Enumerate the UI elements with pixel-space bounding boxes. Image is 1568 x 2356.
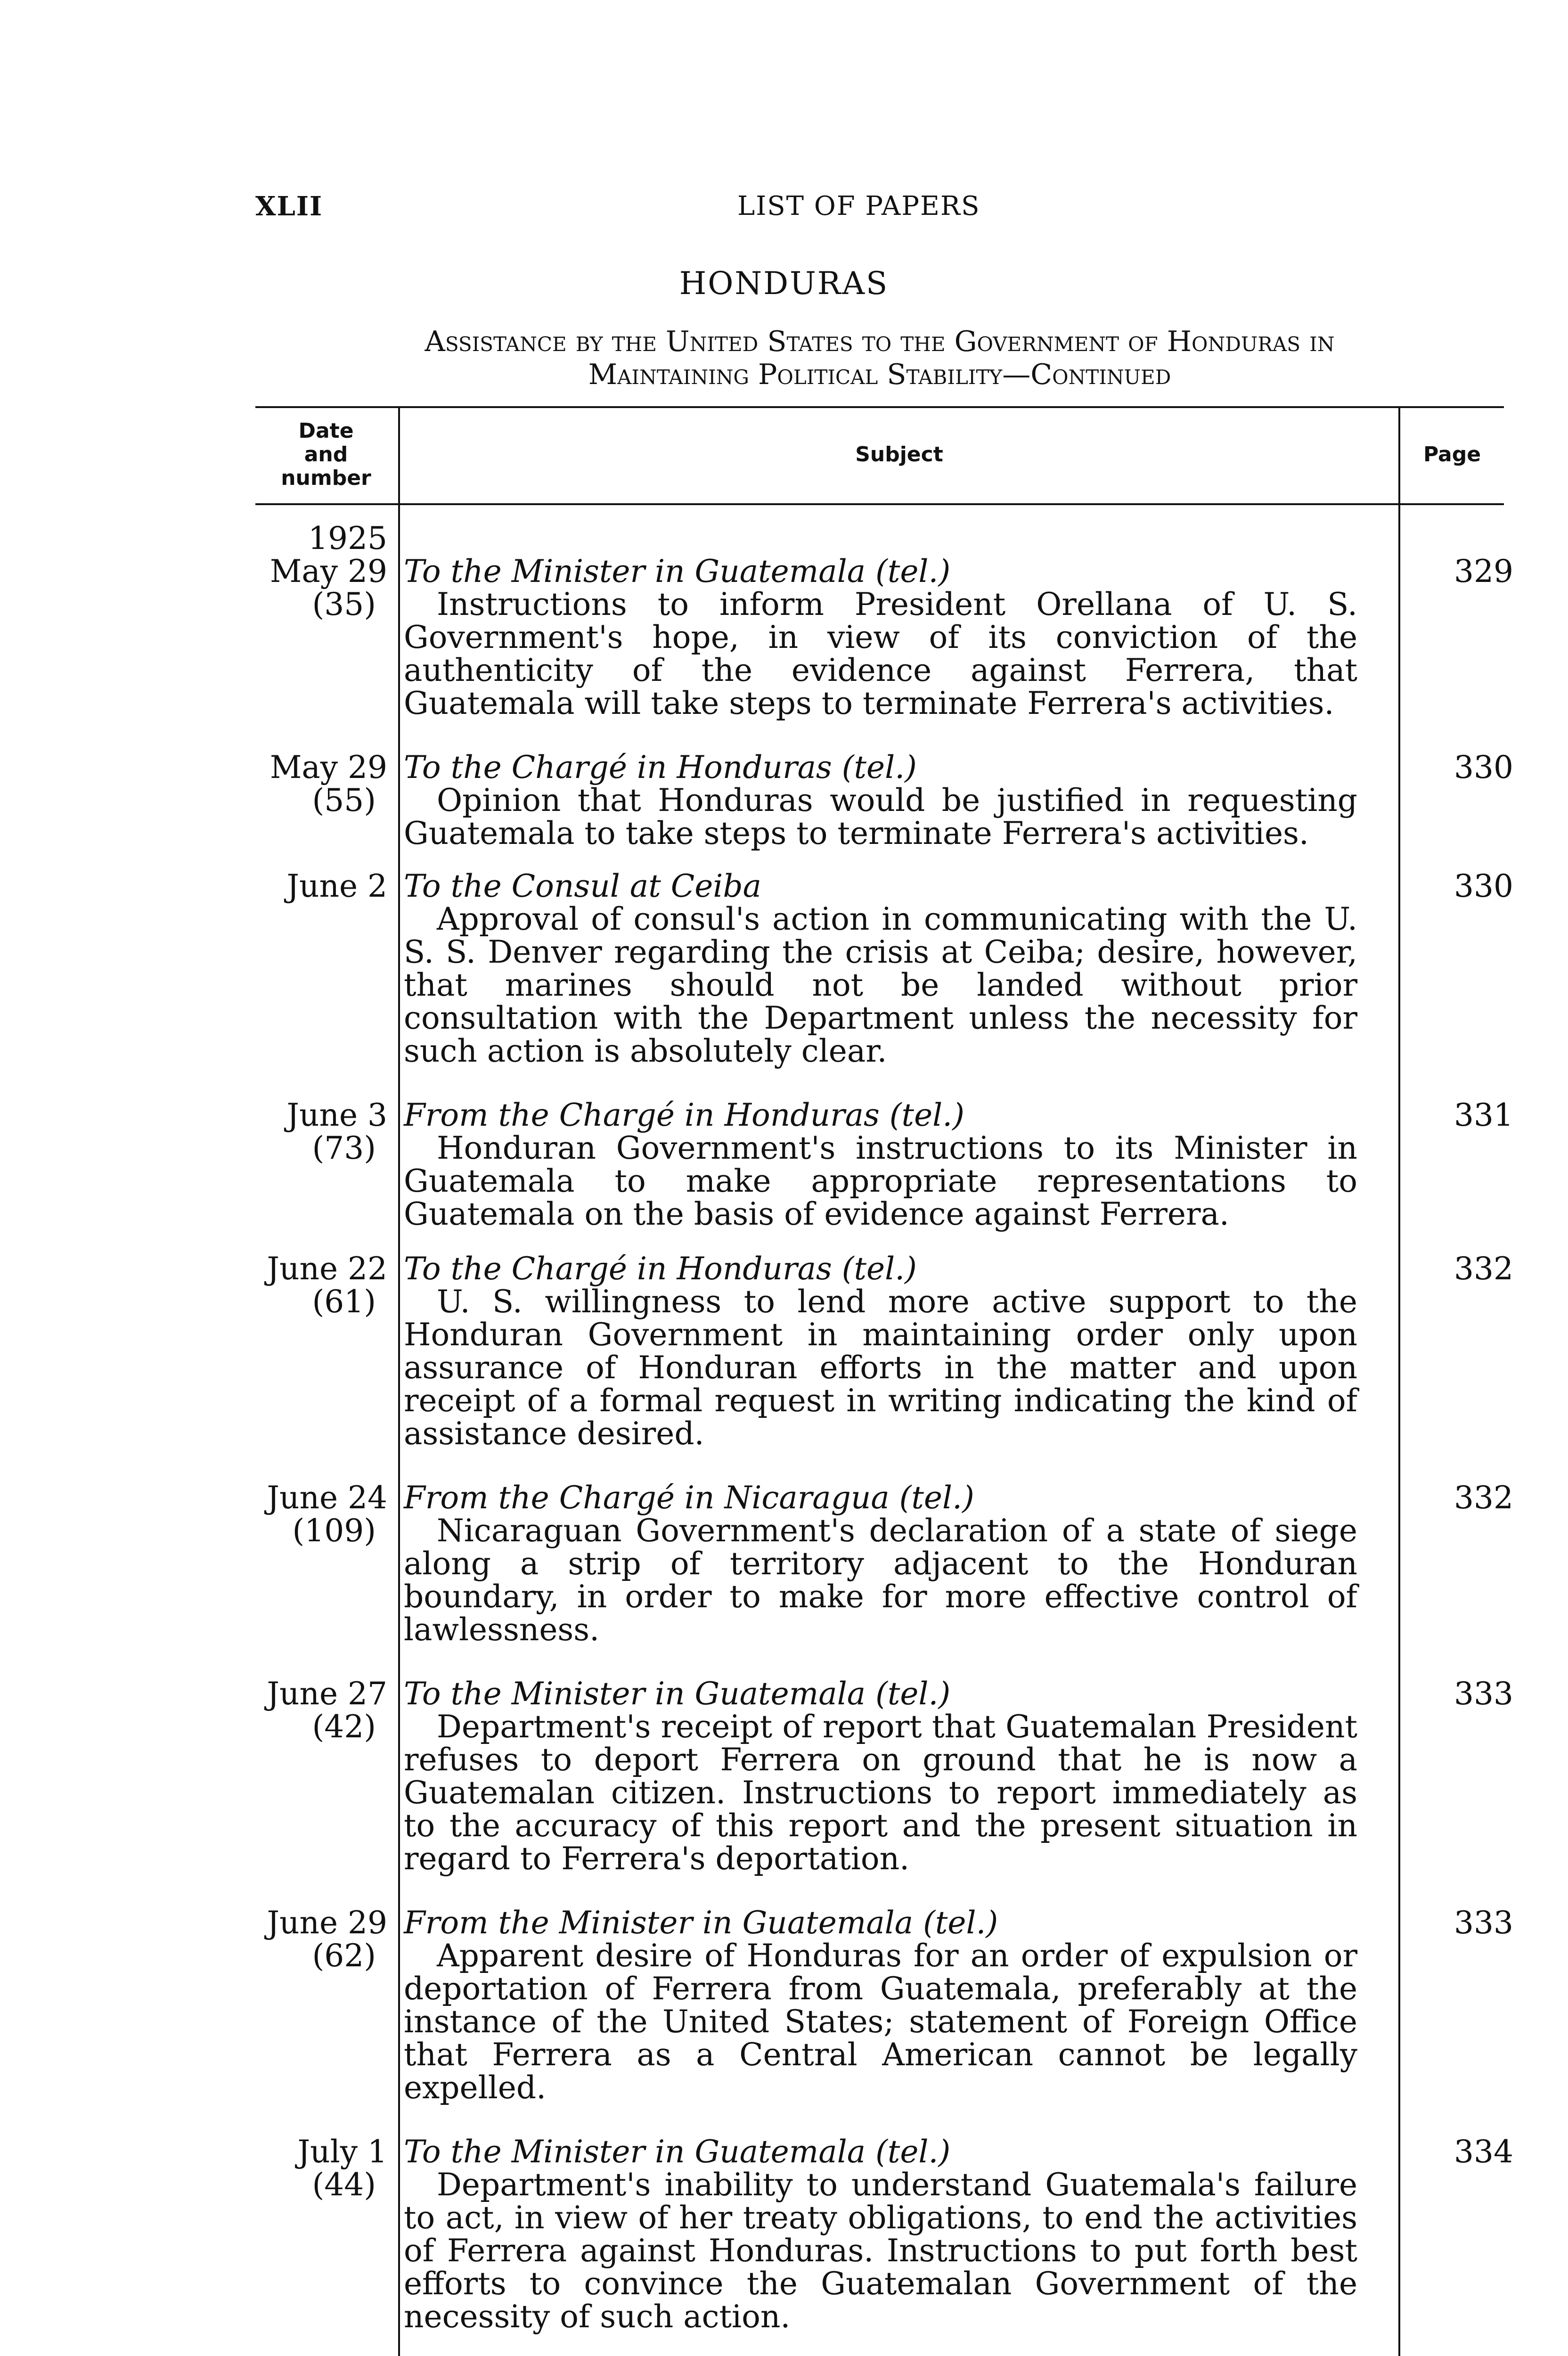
column-header-date-label: Date and number	[281, 419, 371, 490]
entry-number: (42)	[312, 1709, 376, 1745]
entry-summary: U. S. willingness to lend more active support to the Honduran Government in maintaining order only upon assurance of Honduran efforts in the matter and upon receipt of a formal request in writing indicating the kind of assistance desired.	[404, 1284, 1357, 1452]
section-title-line-1: Assistance by the United States to the Government of Honduras in	[425, 325, 1335, 358]
entry-subject	[404, 2135, 1357, 2333]
list-item	[255, 1676, 1513, 1877]
entry-heading: From the Minister in Guatemala (tel.)	[404, 1905, 998, 1941]
country-heading: HONDURAS	[679, 265, 889, 302]
entry-heading: To the Minister in Guatemala (tel.)	[404, 1676, 951, 1712]
entry-subject	[404, 555, 1357, 720]
entry-page: 331	[1454, 1097, 1513, 1133]
entry-date: June 27	[267, 1676, 387, 1712]
entry-subject	[404, 870, 1357, 1068]
entry-summary: Honduran Government's instructions to its Minister in Guatemala to make appropriate representations to Guatemala on the basis of evidence against Ferrera.	[404, 1130, 1357, 1232]
entry-summary: Department's receipt of report that Guatemalan President refuses to deport Ferrera on ground that he is now a Guatemalan citizen. Instructions to report immediately as to the accuracy of this report and the present situation in regard to Ferrera's deportation.	[404, 1709, 1357, 1877]
entry-date-cell	[255, 1677, 387, 1743]
running-head: LIST OF PAPERS	[737, 191, 980, 221]
section-title	[255, 325, 1504, 391]
entry-date-cell	[255, 751, 387, 817]
entry-date-cell	[255, 1481, 387, 1547]
entry-number: (62)	[312, 1938, 376, 1974]
entry-page: 333	[1454, 1676, 1513, 1712]
table-header-rule	[255, 503, 1504, 505]
list-item	[255, 868, 1513, 1069]
section-title-line-2: Maintaining Political Stability—Continued	[588, 358, 1171, 391]
entry-date: June 2	[286, 868, 387, 904]
entry-number: (44)	[312, 2167, 376, 2203]
column-header-subject: Subject	[855, 442, 943, 466]
entry-heading: From the Chargé in Honduras (tel.)	[404, 1097, 964, 1133]
entry-heading: To the Consul at Ceiba	[404, 868, 761, 904]
entry-page: 330	[1454, 868, 1513, 904]
entry-date: July 1	[297, 2134, 387, 2170]
entry-summary: Nicaraguan Government's declaration of a state of siege along a strip of territory adjacent to the Honduran boundary, in order to make for more effective control of lawlessness.	[404, 1513, 1357, 1648]
entry-summary: Instructions to inform President Orellana of U. S. Government's hope, in view of its conviction of the authenticity of the evidence against Ferrera, that Guatemala will take steps to terminate Ferrera's activities.	[404, 586, 1357, 721]
entry-page: 329	[1454, 553, 1513, 589]
entry-date-cell	[255, 1906, 387, 1972]
entry-page: 330	[1454, 749, 1513, 785]
page-number: XLII	[255, 191, 323, 222]
entry-date-cell	[255, 2135, 387, 2201]
entry-subject	[404, 751, 1357, 850]
entry-heading: To the Minister in Guatemala (tel.)	[404, 553, 951, 589]
entry-page: 332	[1454, 1480, 1513, 1516]
entry-number: (61)	[312, 1284, 376, 1320]
entry-date: June 22	[267, 1251, 387, 1287]
entry-date-cell	[255, 1252, 387, 1318]
entry-date-cell	[255, 1099, 387, 1165]
column-header-page: Page	[1423, 442, 1481, 466]
entry-heading: To the Chargé in Honduras (tel.)	[404, 749, 917, 785]
entry-number: (35)	[312, 586, 376, 622]
entry-summary: Department's inability to understand Guatemala's failure to act, in view of her treaty obligations, to end the activities of Ferrera against Honduras. Instructions to put forth best efforts to convince the Guatemalan Government of the necessity of such action.	[404, 2167, 1357, 2335]
entry-summary: Opinion that Honduras would be justified in requesting Guatemala to take steps to terminate Ferrera's activities.	[404, 782, 1357, 851]
year-label: 1925	[308, 520, 387, 556]
entry-date: June 3	[286, 1097, 387, 1133]
list-item	[255, 1905, 1513, 2106]
entry-heading: To the Chargé in Honduras (tel.)	[404, 1251, 917, 1287]
list-item	[255, 2134, 1513, 2335]
list-item	[255, 749, 1513, 851]
entry-date: June 24	[267, 1480, 387, 1516]
entry-subject	[404, 1481, 1357, 1646]
list-item	[255, 1097, 1513, 1232]
entry-summary: Apparent desire of Honduras for an order of expulsion or deportation of Ferrera from Guatemala, preferably at the instance of the United States; statement of Foreign Office that Ferrera as a Central American cannot be legally expelled.	[404, 1938, 1357, 2106]
entry-heading: From the Chargé in Nicaragua (tel.)	[404, 1480, 974, 1516]
entry-date-cell	[255, 555, 387, 621]
entry-date: June 29	[267, 1905, 387, 1941]
list-item	[255, 1251, 1513, 1452]
entry-subject	[404, 1099, 1357, 1231]
entry-date-cell	[255, 870, 387, 903]
column-header-date	[255, 406, 397, 503]
papers-list	[255, 520, 1513, 2356]
entry-date: May 29	[270, 553, 387, 589]
entry-heading: To the Minister in Guatemala (tel.)	[404, 2134, 951, 2170]
entry-subject	[404, 1677, 1357, 1875]
entry-subject	[404, 1252, 1357, 1450]
entry-page: 332	[1454, 1251, 1513, 1287]
entry-page: 333	[1454, 1905, 1513, 1941]
entry-number: (73)	[312, 1130, 376, 1166]
entry-number: (55)	[312, 782, 376, 818]
list-item	[255, 1480, 1513, 1648]
list-item	[255, 553, 1513, 721]
entry-date: May 29	[270, 749, 387, 785]
entry-subject	[404, 1906, 1357, 2104]
entry-page: 334	[1454, 2134, 1513, 2170]
entry-number: (109)	[292, 1513, 376, 1549]
entry-summary: Approval of consul's action in communicating with the U. S. S. Denver regarding the crisis at Ceiba; desire, however, that marines should not be landed without prior consultation with the Department unless the necessity for such action is absolutely clear.	[404, 901, 1357, 1069]
